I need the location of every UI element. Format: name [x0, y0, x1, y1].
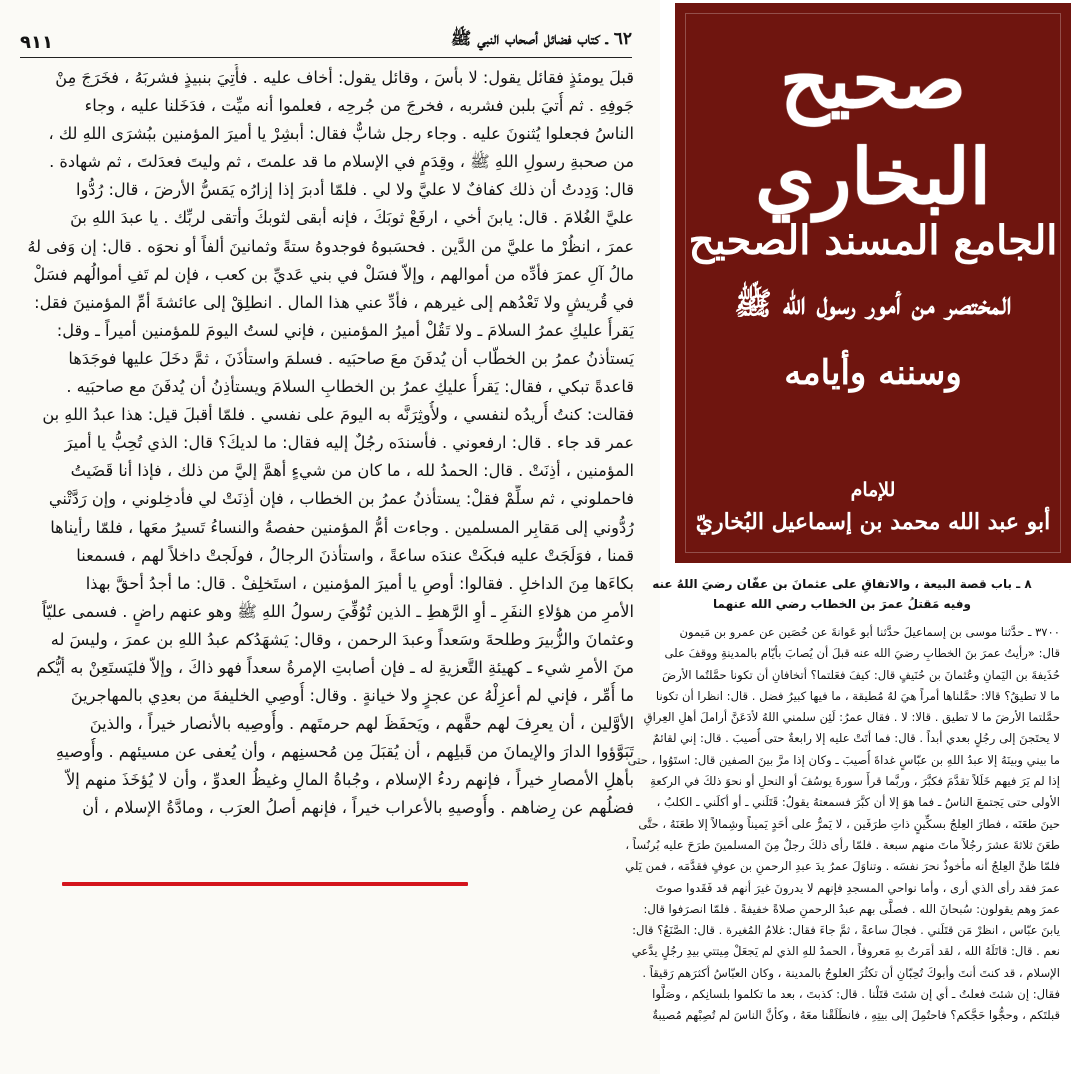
text-line: طعَنَ ثلاثةَ عشرَ رجُلاً ماتَ منهم سبعة . فلمّا رأى ذلكَ رجلٌ مِنَ المسلمينَ طرَحَ عليه بُرنُساً ، [625, 837, 1060, 852]
text-line: بكاءَها مِنَ الداخلِ . فقالوا: أوصِ يا أميرَ المؤمنين ، استَخلِفْ . قال: ما أجدُ أحقَّ بهذا [85, 573, 634, 593]
text-line: قمنا ، فوَلَجَتْ عليه فبكَتْ عندَه ساعةً ، واستأذنَ الرجالُ ، فولَجتْ داخلاً لهم ، فسمعنا [76, 545, 634, 565]
text-line: عمرَ وهم يقولون: سُبحانَ الله . فصلَّى بهم عبدُ الرحمنِ صلاةً خفيفةً . فلمّا انصرَفوا قال: [643, 901, 1060, 916]
text-line: حينَ طعَنَه ، فطارَ العِلجُ بسكِّينٍ ذاتِ طرَفَين ، لا يَمرُّ على أحَدٍ يَميناً وشِمالاً إلا طعَنَهُ ، حتَّى [638, 816, 1060, 831]
text-line: فلمّا ظنَّ العِلجُ أنه مأخوذٌ نحرَ نفسَه . وتناوَلَ عمرُ يدَ عبدِ الرحمنِ بن عوفٍ فقدَّمَه ، فمن يَلي [625, 859, 1060, 874]
text-line: من صحبةِ رسولِ اللهِ ﷺ ، وقِدَمٍ في الإسلام ما قد علمتَ ، ثم وليتَ فعدَلتَ ، ثم شهادة . [49, 152, 634, 172]
running-header [20, 28, 632, 58]
text-line: مالُ آلِ عمرَ فأدِّه من أموالهم ، وإلاّ فسَلْ في بني عَديِّ بن كعب ، فإن لم تَفِ أموالُهم فسَلْ [33, 264, 634, 284]
text-line: ما لا تطيقُ؟ قالا: حمَّلناها أمراً هيَ لهُ مُطيقة ، ما فيها كبيرُ فضل . قال: انظرا أن تكونا [655, 688, 1060, 703]
right-page-body [624, 622, 1060, 1027]
cover-author: أبو عبد الله محمد بن إسماعيل البُخاريّ [695, 509, 1051, 535]
text-line: وعثمانَ والزُّبيرَ وطلحةَ وسَعداً وعبدَ الرحمن ، وقال: يَشهَدُكم عبدُ اللهِ بن عمرَ ، وليسَ له [50, 629, 634, 649]
text-line: فقالت: كنتُ أُريدُه لنفسي ، ولأُوثِرَنَّه به اليومَ على نفسي . فلمّا أقبلَ قيل: هذا عبدُ اللهِ بن [42, 405, 634, 425]
text-line: الأوَّلين ، أن يعرِفَ لهم حقَّهم ، ويَحفَظَ لهم حرمتَهم . وأُوصِيه بالأنصار خيراً ، والذينَ [89, 714, 634, 734]
text-line: إذا لم يَرَ فيهم خَلَلاً تقدَّمَ فكبَّرَ ، وربَّما قرأَ سورةَ يوسُفَ أو النحلِ أو نحوَ ذلكَ في الركعةِ [650, 774, 1060, 789]
text-line: قبلتَكم ، وحجُّوا حَجَّكم؟ فاحتُمِلَ إلى بيتِهِ ، فانطَلَقْنا معَهُ ، وكأنَّ الناسَ لم تُصِبْهم مُصيبةٌ [652, 1008, 1060, 1023]
text-line: ما بيني وبينَهُ إلا عبدُ اللهِ بن عبّاسٍ غداةَ أُصيبَ ـ وكان إذا مرَّ بينَ الصفين قال: استَوُوا ، حتى [627, 752, 1060, 767]
text-line: لا يحتَجنَ إلى رجُلٍ بعدي أبداً . قال: فما أتَتْ عليه إلا رابعةٌ حتى أُصيبَ . قال: إني لقائمٌ [652, 731, 1060, 746]
text-line: بأهلِ الأمصارِ خيراً ، فإنهم ردءُ الإسلام ، وجُباةُ المالِ وغيظُ العدوِّ ، وأن لا يُؤخَذَ منهم إلاّ [66, 770, 634, 790]
text-line: قال: وَدِدتُ أن ذلك كفافٌ لا عليَّ ولا لي . فلمّا أدبرَ إذا إزارُه يَمَسُّ الأرضَ ، قال: رُدُّوا [75, 180, 634, 200]
text-line: المؤمنين ، أذِنَتْ . قال: الحمدُ لله ، ما كان من شيءٍ أهمَّ إليَّ من ذلك ، فإذا أنا قَضَيتُ [70, 461, 634, 481]
cover-subtitle-2: المختصر من أمور رسول الله ﷺ [734, 286, 1012, 322]
left-page-body [22, 64, 634, 823]
cover-imam-label: للإمام [850, 479, 896, 501]
cover-subtitle-1: الجامع المسند الصحيح [688, 217, 1058, 264]
book-cover [672, 0, 1074, 566]
text-line: قبلَ يومئذٍ فقائل يقول: لا بأسَ ، وقائل يقول: أخاف عليه . فأُتِيَ بنبيذٍ فشربَهُ ، فخَرَجَ مِنْ [55, 68, 634, 87]
text-line: ما أُمِّر ، فإني لم أعزِلْهُ عن عجزٍ ولا خيانةٍ . وقال: أُوصِي الخليفةَ من بعدِي بالمهاجرينَ [70, 686, 634, 706]
text-line: قاعدةً تبكي ، فقال: يَقرأُ عليكِ عمرُ بن الخطابِ السلامَ ويستأذِنُ أن يُدفَنَ مع صاحبَيه . [66, 377, 634, 397]
text-line: يَستأذنُ عمرُ بن الخطّاب أن يُدفَنَ معَ صاحبَيه . فسلمَ واستأذَنَ ، ثمَّ دخَلَ عليها فوجَدَها [68, 348, 634, 368]
text-line: منَ الأمرِ شيء ـ كهيئةِ التَّعزيةِ له ـ فإن أصابتِ الإمرةُ سعداً فهو ذاكَ ، وإلاّ فليَستَعِنْ به أيُّكم [36, 657, 634, 677]
text-line: حُذَيفةَ بن اليَمانِ وعُثمانَ بن حُنَيفٍ قال: كيفَ فعَلتما؟ أتخافانِ أن تكونا حمَّلتُما الأرضَ [662, 667, 1060, 682]
text-line: رُدُّوني إلى مَقابِر المسلمين . وجاءت أمُّ المؤمنين حفصةُ والنساءُ تَسيرُ معَها ، فلمّا رأيناها [50, 517, 634, 537]
right-book-page [624, 574, 1060, 1027]
text-line: في قُريشٍ ولا تَعْدُهم إلى غيرهم ، فأدِّ عني هذا المال . انطلِقْ إلى عائشةَ أمِّ المؤمنينَ فقل: [34, 292, 634, 312]
chapter-heading-1: ٨ ـ باب قصة البيعة ، والاتفاقِ على عثمانَ بن عفّان رضيَ اللهُ عنه [652, 577, 1032, 591]
text-line: يابنَ عبّاس ، انظرْ مَن قتَلَني . فجالَ ساعةً ، ثمَّ جاءَ فقال: غلامُ المُغيرة . قال: الصَّنَعُ؟ قال: [632, 923, 1060, 938]
text-line: نعم . قال: قاتَلَهُ الله ، لقد أمَرتُ بهِ مَعروفاً ، الحمدُ للهِ الذي لم يَجعَلْ مِيتتي بيدِ رجُلٍ يدَّعي [631, 944, 1060, 959]
text-line: قال: «رأيتُ عمرَ بنَ الخطابِ رضيَ الله عنه قبلَ أن يُصابَ بأيّام بالمدينةِ ووقفَ على [664, 646, 1060, 661]
book-chapter-title: ٦٢ ـ كتاب فضائل أصحاب النبي ﷺ [450, 29, 632, 49]
text-line: يَقرأُ عليكِ عمرُ السلامَ ـ ولا تَقُلْ أميرُ المؤمنين ، فإني لستُ اليومَ للمؤمنين أميراً ـ وقل: [56, 320, 634, 340]
text-line: فضلُهم عن رِضاهم . وأُوصيهِ بالأعراب خيراً ، فإنهم أصلُ العرَب ، ومادَّةُ الإسلام ، أن [82, 798, 634, 818]
text-line: الناسُ فجعلوا يُثنونَ عليه . وجاء رجل شابٌّ فقال: أبشِرْ يا أميرَ المؤمنين ببُشرَى اللهِ لك ، [48, 124, 634, 144]
text-line: تَبَوَّؤوا الدارَ والإيمانَ من قَبلِهم ، أن يُقبَلَ مِن مُحسنِهم ، وأن يُعفى عن مسيئهم . وأُوصيهِ [55, 742, 634, 762]
text-line: عمرَ فقد رأى الذي أرى ، وأما نواحي المسجدِ فإنهم لا يدرونَ غيرَ أنهم قد فَقَدوا صوتَ [655, 880, 1060, 895]
text-line: الإسلام ، قد كنتَ أنتَ وأبوكَ تُحِبّانِ أن تكثُرَ العلوجُ بالمدينة ، وكان العبّاسُ أكثرَهم رَقيقاً . [642, 965, 1060, 980]
text-line: عليَّ الغُلامَ . قال: يابنَ أخي ، ارفَعْ ثوبَكَ ، فإنه أبقى لثوبكَ وأتقى لربِّك . يا عبدَ اللهِ بنَ [70, 208, 634, 228]
text-line: عمرَ ، انظُرْ ما عليَّ من الدَّين . فحسَبوهُ فوجدوهُ ستةً وثمانينَ ألفاً أو نحوَه . قال: إن وَفى لهُ [27, 236, 634, 256]
cover-subtitle-3: وسننه وأيامه [784, 353, 962, 393]
red-underline [62, 882, 468, 886]
text-line: حمَّلتما الأرضَ ما لا تطيق . قالا: لا . فقال عمرُ: لَئِن سلمني اللهُ لأدَعَنَّ أراملَ أهلِ العِراقِ [643, 710, 1060, 725]
cover-title: صحيح البخاري [755, 36, 991, 221]
page-number: ٩١١ [20, 32, 53, 53]
text-line: الأولى حتى يَجتمعَ الناسُ ـ فما هوَ إلا أن كبَّرَ فسمعتهُ يقولُ: قَتَلَني ـ أو أكلَني ـ الكلبُ ، [656, 795, 1060, 810]
text-line: فقال: إن شئتَ فعلتُ ـ أي إن شئتَ قتَلْنا . قال: كذبتَ ، بعد ما تكلموا بلسانِكم ، وصَلَّوا [652, 987, 1060, 1002]
chapter-heading-2: وفيه مَقتلُ عمرَ بن الخطاب رضي الله عنهما [713, 597, 971, 611]
text-line: عمر قد جاء . قال: ارفعوني . فأسندَه رجُلٌ إليه فقال: ما لديكَ؟ قال: الذي تُحِبُّ يا أميرَ [64, 433, 634, 453]
text-line: فاحملوني ، ثم سلِّمْ فقلْ: يستأذنُ عمرُ بن الخطاب ، فإن أذِنَتْ لي فأدخِلوني ، وإن رَدَّتْني [48, 489, 634, 509]
text-line: الأمرِ من هؤلاءِ النفَرِ ـ أوِ الرَّهطِ ـ الذين تُوُفِّيَ رسولُ اللهِ ﷺ وهو عنهم راضٍ . فسمى عليّاً [42, 601, 634, 621]
text-line: جَوفِهِ . ثم أُتيَ بلبن فشربه ، فخرجَ من جُرحِه ، فعلموا أنه ميِّت ، فدَخَلنا عليه ، وجاء [84, 96, 634, 116]
text-line: ٣٧٠٠ ـ حدَّثنا موسى بن إسماعيلَ حدَّثنا أبو عَوانةَ عن حُصَين عن عمرو بن مَيمون [679, 625, 1060, 639]
